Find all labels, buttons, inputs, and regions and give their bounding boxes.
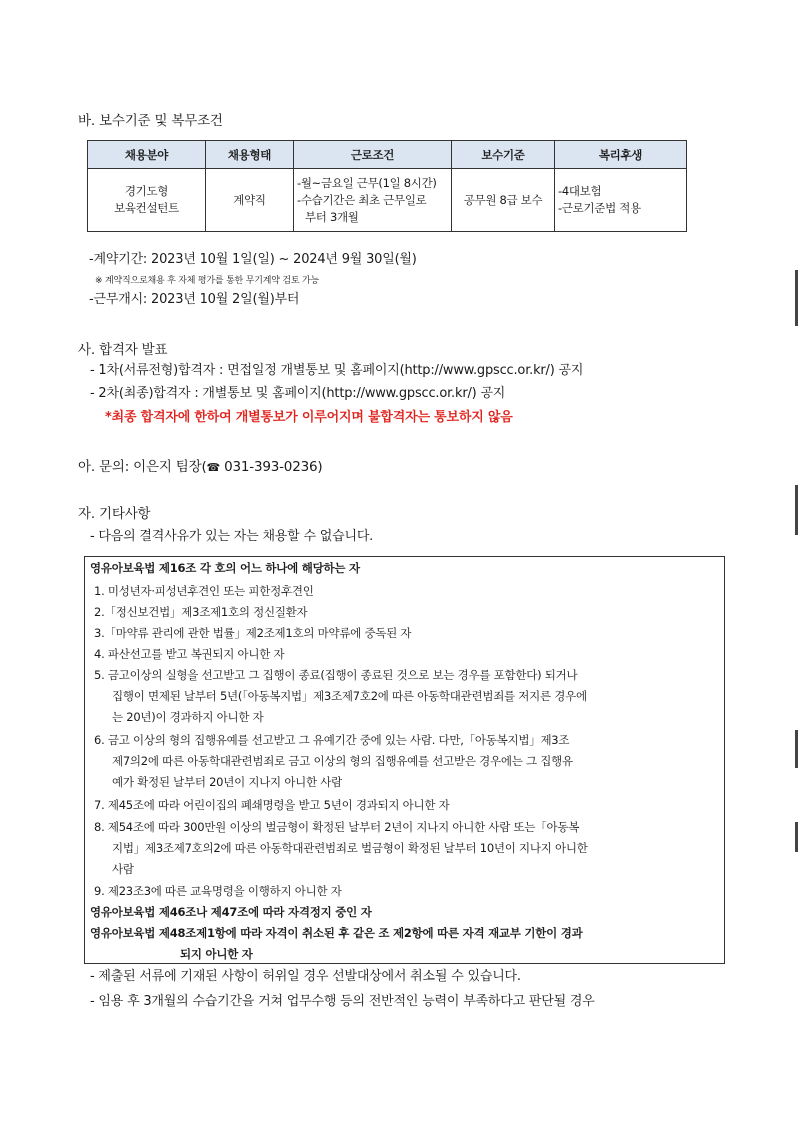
final-round-notice: - 2차(최종)합격자 : 개별통보 및 홈페이지(http://www.gpscc.or.kr/) 공지 (90, 386, 506, 401)
list-item: 6. 금고 이상의 형의 집행유예를 선고받고 그 유예기간 중에 있는 사람. 다만,「아동복지법」제3조 (94, 733, 570, 747)
section-ba-heading: 바. 보수기준 및 복무조건 (78, 113, 223, 129)
revocation-clause-continued: 되지 아니한 자 (180, 947, 253, 961)
list-item-continued: 제7의2에 따른 아동학대관련범죄로 금고 이상의 형의 집행유예를 선고받은 경우에는 그 집행유 (112, 754, 573, 768)
list-item: 2.「정신보건법」제3조제1호의 정신질환자 (94, 605, 308, 619)
revocation-clause: 영유아보육법 제48조제1항에 따라 자격이 취소된 후 같은 조 제2항에 따른 자격 재교부 기한이 경과 (90, 926, 583, 940)
cell-welfare-line: -근로기준법 적용 (558, 201, 641, 215)
cell-pay: 공무원 8급 보수 (452, 169, 555, 232)
header-field: 채용분야 (88, 141, 206, 169)
binding-mark (795, 730, 798, 768)
binding-mark (795, 822, 798, 852)
cell-conditions-line: -월~금요일 근무(1일 8시간) (297, 175, 437, 190)
section-sa-heading: 사. 합격자 발표 (78, 342, 168, 358)
cell-welfare-line: -4대보험 (558, 184, 602, 198)
false-document-notice: - 제출된 서류에 기재된 사항이 허위일 경우 선발대상에서 취소될 수 있습니다. (90, 969, 521, 984)
header-type: 채용형태 (206, 141, 294, 169)
header-pay: 보수기준 (452, 141, 555, 169)
section-ja-heading: 자. 기타사항 (78, 506, 151, 522)
list-item: 5. 금고이상의 실형을 선고받고 그 집행이 종료(집행이 종료된 것으로 보는 경우를 포함한다) 되거나 (94, 668, 578, 682)
inquiry-label: 아. 문의: 이은지 팀장( (78, 459, 207, 475)
list-item-continued: 는 20년)이 경과하지 아니한 자 (112, 710, 264, 724)
contract-note: ※ 계약직으로채용 후 자체 평가를 통한 무기계약 검토 가능 (95, 276, 319, 286)
list-item-continued: 사람 (112, 862, 134, 876)
list-item: 1. 미성년자·피성년후견인 또는 피한정후견인 (94, 584, 314, 598)
compensation-table (87, 140, 687, 232)
probation-notice: - 임용 후 3개월의 수습기간을 거쳐 업무수행 등의 전반적인 능력이 부족하다고 판단될 경우 (90, 994, 595, 1009)
cell-field-line: 보육컨설턴트 (114, 201, 179, 215)
notification-warning: *최종 합격자에 한하여 개별통보가 이루어지며 불합격자는 통보하지 않음 (105, 410, 513, 425)
disqualification-intro: - 다음의 결격사유가 있는 자는 채용할 수 없습니다. (90, 529, 374, 544)
list-item: 4. 파산선고를 받고 복권되지 아니한 자 (94, 647, 285, 661)
cell-conditions (294, 169, 452, 232)
table-row (88, 169, 687, 232)
cell-conditions-line: -수습기간은 최초 근무일로 (297, 192, 427, 207)
header-conditions: 근로조건 (294, 141, 452, 169)
list-item: 7. 제45조에 따라 어린이집의 폐쇄명령을 받고 5년이 경과되지 아니한 자 (94, 798, 450, 812)
list-item-continued: 예가 확정된 날부터 20년이 지나지 아니한 사람 (112, 775, 343, 789)
binding-mark (795, 485, 798, 535)
list-item: 9. 제23조3에 따른 교육명령을 이행하지 아니한 자 (94, 884, 342, 898)
list-item: 3.「마약류 관리에 관한 법률」제2조제1호의 마약류에 중독된 자 (94, 626, 412, 640)
list-item-continued: 집행이 면제된 날부터 5년(「아동복지법」제3조제7호2에 따른 아동학대관련범죄를 저지른 경우에 (112, 689, 587, 703)
table-header-row (88, 141, 687, 169)
header-welfare: 복리후생 (555, 141, 687, 169)
first-round-notice: - 1차(서류전형)합격자 : 면접일정 개별통보 및 홈페이지(http://www.gpscc.or.kr/) 공지 (90, 363, 584, 378)
box-title: 영유아보육법 제16조 각 호의 어느 하나에 해당하는 자 (90, 561, 360, 575)
cell-conditions-line: 부터 3개월 (305, 209, 359, 224)
cell-field (88, 169, 206, 232)
cell-welfare (555, 169, 687, 232)
contract-period: -계약기간: 2023년 10월 1일(일) ~ 2024년 9월 30일(월) (89, 252, 417, 267)
cell-field-line: 경기도형 (124, 184, 169, 198)
inquiry-line (78, 458, 322, 477)
inquiry-phone: 031-393-0236) (220, 459, 323, 475)
binding-mark (795, 270, 798, 326)
list-item: 8. 제54조에 따라 300만원 이상의 벌금형이 확정된 날부터 2년이 지나지 아니한 사람 또는「아동복 (94, 820, 580, 834)
phone-icon: ☎ (206, 461, 221, 474)
start-date: -근무개시: 2023년 10월 2일(월)부터 (89, 292, 300, 307)
suspension-clause: 영유아보육법 제46조나 제47조에 따라 자격정지 중인 자 (90, 905, 372, 919)
list-item-continued: 지법」제3조제7호의2에 따른 아동학대관련범죄로 벌금형이 확정된 날부터 10년이 지나지 아니한 (112, 841, 588, 855)
cell-type: 계약직 (206, 169, 294, 232)
